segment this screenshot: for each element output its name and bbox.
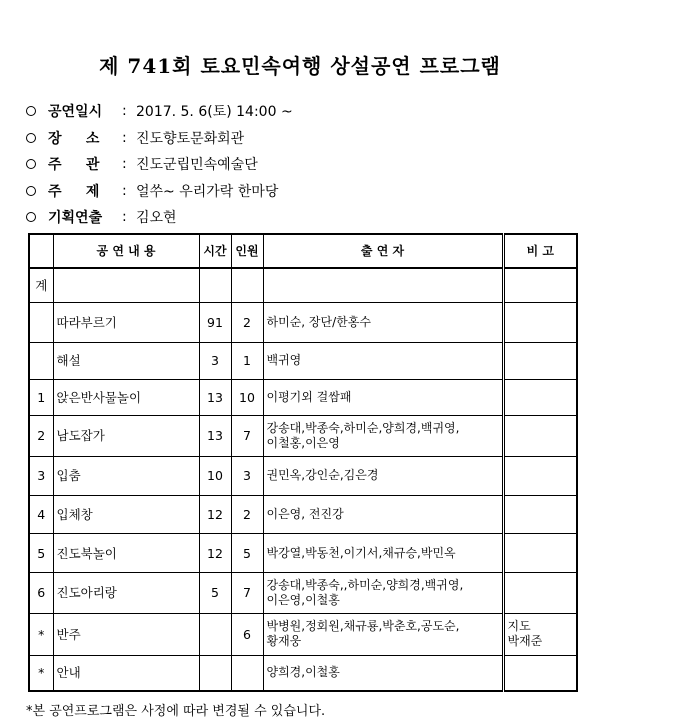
cell-number: *: [29, 613, 53, 655]
table-row: [29, 655, 577, 691]
circle-bullet-icon: [26, 186, 36, 196]
cell-time: [199, 613, 231, 655]
table-row: [29, 303, 577, 343]
cell-people: 5: [231, 534, 263, 573]
cell-performers: [263, 268, 503, 303]
cell-program: 앉은반사물놀이: [53, 379, 199, 416]
cell-time: 13: [199, 416, 231, 457]
info-row-director: [26, 204, 586, 231]
cell-time: 12: [199, 495, 231, 534]
header-time: 시간: [199, 234, 231, 268]
cell-time: [199, 655, 231, 691]
cell-time: 3: [199, 342, 231, 379]
cell-people: 1: [231, 342, 263, 379]
cell-note: [503, 303, 577, 343]
cell-note: [503, 268, 577, 303]
cell-note: [503, 416, 577, 457]
cell-performers: [263, 655, 503, 691]
performer-line: 박강열,박동천,이기서,채규승,박민옥: [266, 545, 456, 560]
info-row-organizer: [26, 151, 586, 178]
cell-time: 5: [199, 573, 231, 614]
circle-bullet-icon: [26, 106, 36, 116]
cell-performers: [263, 534, 503, 573]
table-row: [29, 573, 577, 614]
performer-line: 이평기외 걸쌈패: [266, 389, 352, 404]
info-label: 장 소: [48, 130, 100, 147]
cell-number: 3: [29, 457, 53, 496]
cell-program: 해설: [53, 342, 199, 379]
header-note: 비 고: [503, 234, 577, 268]
info-separator: :: [122, 156, 127, 173]
info-value: 2017. 5. 6(토) 14:00 ~: [136, 104, 293, 121]
performer-line: 황재웅: [266, 634, 302, 649]
info-label: 주 제: [48, 183, 100, 200]
cell-people: 7: [231, 416, 263, 457]
cell-number: 6: [29, 573, 53, 614]
cell-program: [53, 268, 199, 303]
cell-note: [503, 655, 577, 691]
cell-program: 따라부르기: [53, 303, 199, 343]
cell-note: [503, 534, 577, 573]
info-value: 김오현: [136, 210, 177, 227]
cell-number: [29, 342, 53, 379]
cell-performers: [263, 303, 503, 343]
cell-number: 1: [29, 379, 53, 416]
cell-people: [231, 268, 263, 303]
cell-number: *: [29, 655, 53, 691]
info-separator: :: [122, 129, 127, 146]
cell-people: 6: [231, 613, 263, 655]
performer-line: 박병원,정회원,채규룡,박춘호,공도순,: [266, 619, 460, 634]
cell-performers: [263, 416, 503, 457]
table-header-row: [29, 234, 577, 268]
table-row: [29, 416, 577, 457]
table-row: [29, 457, 577, 496]
cell-people: 10: [231, 379, 263, 416]
cell-note: [503, 379, 577, 416]
performer-line: 강송대,박종숙,,하미순,양희경,백귀영,: [266, 578, 464, 593]
cell-program: 입체창: [53, 495, 199, 534]
cell-performers: [263, 457, 503, 496]
info-row-venue: [26, 125, 586, 152]
cell-time: 91: [199, 303, 231, 343]
header-people: 인원: [231, 234, 263, 268]
info-value: 얼쑤~ 우리가락 한마당: [136, 183, 279, 200]
info-value: 진도향토문화회관: [136, 130, 245, 147]
cell-note: [503, 573, 577, 614]
cell-time: 13: [199, 379, 231, 416]
cell-performers: [263, 495, 503, 534]
cell-time: 10: [199, 457, 231, 496]
cell-program: 반주: [53, 613, 199, 655]
performer-line: 권민옥,강인순,김은경: [266, 468, 379, 483]
info-separator: :: [122, 182, 127, 199]
cell-program: 진도아리랑: [53, 573, 199, 614]
cell-program: 남도잡가: [53, 416, 199, 457]
cell-program: 진도북놀이: [53, 534, 199, 573]
info-label: 기획연출: [48, 210, 103, 227]
cell-people: 2: [231, 495, 263, 534]
page-title: 제 741회 토요민속여행 상설공연 프로그램: [99, 54, 501, 78]
cell-number: 5: [29, 534, 53, 573]
info-label: 공연일시: [48, 104, 103, 121]
cell-program: 입춤: [53, 457, 199, 496]
info-row-theme: [26, 178, 586, 205]
cell-people: 2: [231, 303, 263, 343]
cell-number: 계: [29, 268, 53, 303]
info-label: 주 관: [48, 157, 100, 174]
header-performers: 출 연 자: [263, 234, 503, 268]
circle-bullet-icon: [26, 133, 36, 143]
cell-performers: [263, 573, 503, 614]
cell-number: 4: [29, 495, 53, 534]
table-row: [29, 379, 577, 416]
circle-bullet-icon: [26, 212, 36, 222]
cell-performers: [263, 379, 503, 416]
program-table: [28, 233, 578, 692]
performer-line: 백귀영: [266, 353, 302, 368]
header-number: [29, 234, 53, 268]
info-separator: :: [122, 103, 127, 120]
cell-performers: [263, 613, 503, 655]
cell-note: [503, 613, 577, 655]
performer-line: 이은영,이철홍: [266, 593, 340, 608]
performer-line: 이철홍,이은영: [266, 436, 340, 451]
footnote: *본 공연프로그램은 사정에 따라 변경될 수 있습니다.: [26, 704, 326, 719]
cell-note: [503, 342, 577, 379]
performer-line: 양희경,이철홍: [266, 665, 340, 680]
cell-note: [503, 457, 577, 496]
cell-people: [231, 655, 263, 691]
info-separator: :: [122, 209, 127, 226]
cell-performers: [263, 342, 503, 379]
performer-line: 강송대,박종숙,하미순,양희경,백귀영,: [266, 421, 460, 436]
table-row: [29, 342, 577, 379]
note-line: 지도: [507, 619, 531, 634]
cell-time: [199, 268, 231, 303]
note-line: 박재준: [507, 634, 543, 649]
info-row-datetime: [26, 98, 586, 125]
table-row: [29, 268, 577, 303]
circle-bullet-icon: [26, 159, 36, 169]
info-value: 진도군립민속예술단: [136, 157, 258, 174]
header-program: 공 연 내 용: [53, 234, 199, 268]
table-row: [29, 495, 577, 534]
cell-number: 2: [29, 416, 53, 457]
cell-number: [29, 303, 53, 343]
performer-line: 이은영, 전진강: [266, 507, 344, 522]
cell-time: 12: [199, 534, 231, 573]
cell-note: [503, 495, 577, 534]
performer-line: 하미순, 장단/한홍수: [266, 315, 371, 330]
cell-program: 안내: [53, 655, 199, 691]
cell-people: 3: [231, 457, 263, 496]
table-row: [29, 613, 577, 655]
cell-people: 7: [231, 573, 263, 614]
event-info: [26, 98, 586, 231]
table-row: [29, 534, 577, 573]
